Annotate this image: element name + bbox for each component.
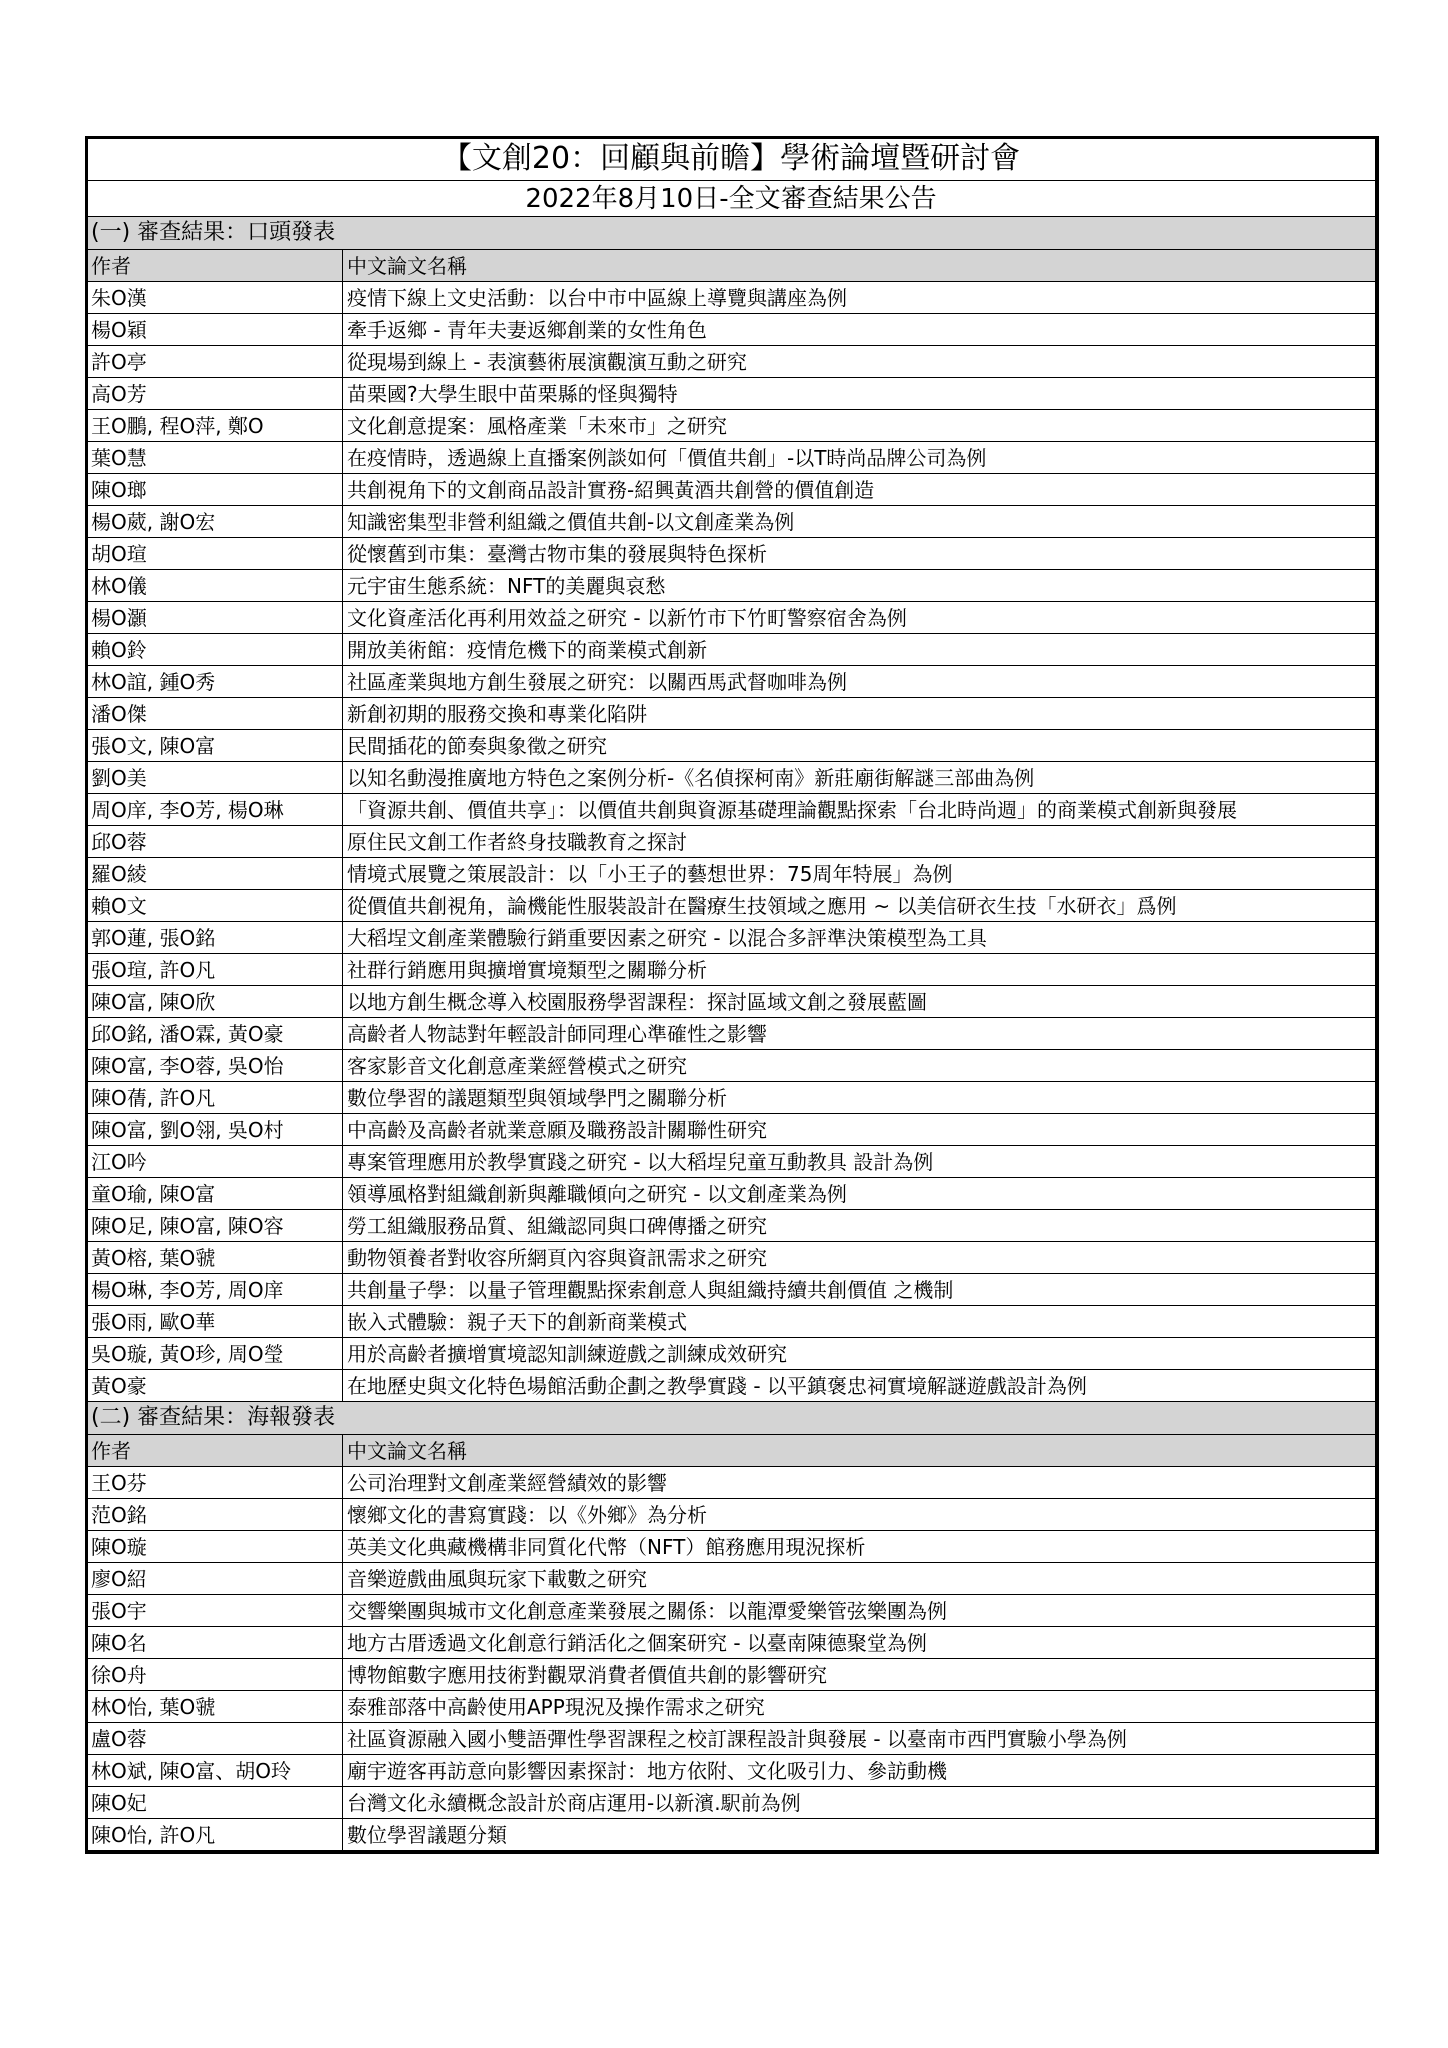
author-cell: 周O庠, 李O芳, 楊O琳 <box>87 794 343 826</box>
table-row <box>87 1659 1376 1691</box>
paper-title-cell: 交響樂團與城市文化創意產業發展之關係：以龍潭愛樂管弦樂團為例 <box>343 1595 1376 1627</box>
table-row <box>87 762 1376 794</box>
author-cell: 林O誼, 鍾O秀 <box>87 666 343 698</box>
table-row <box>87 922 1376 954</box>
paper-title-cell: 公司治理對文創產業經營績效的影響 <box>343 1467 1376 1499</box>
paper-title-cell: 懷鄉文化的書寫實踐：以《外鄉》為分析 <box>343 1499 1376 1531</box>
table-row <box>87 1627 1376 1659</box>
table-row <box>87 954 1376 986</box>
author-cell: 林O斌, 陳O富、胡O玲 <box>87 1755 343 1787</box>
author-cell: 陳O怡, 許O凡 <box>87 1819 343 1851</box>
author-cell: 張O宇 <box>87 1595 343 1627</box>
author-cell: 江O吟 <box>87 1146 343 1178</box>
author-cell: 賴O鈴 <box>87 634 343 666</box>
author-cell: 邱O銘, 潘O霖, 黃O豪 <box>87 1018 343 1050</box>
author-cell: 徐O舟 <box>87 1659 343 1691</box>
author-cell: 陳O璇 <box>87 1531 343 1563</box>
author-cell: 陳O富, 劉O翎, 吳O村 <box>87 1114 343 1146</box>
author-cell: 吳O璇, 黃O珍, 周O瑩 <box>87 1338 343 1370</box>
author-cell: 陳O富, 陳O欣 <box>87 986 343 1018</box>
paper-title-cell: 以知名動漫推廣地方特色之案例分析-《名偵探柯南》新莊廟街解謎三部曲為例 <box>343 762 1376 794</box>
paper-title-cell: 苗栗國?大學生眼中苗栗縣的怪與獨特 <box>343 378 1376 410</box>
author-cell: 范O銘 <box>87 1499 343 1531</box>
table-row <box>87 602 1376 634</box>
table-row <box>87 698 1376 730</box>
author-cell: 張O雨, 歐O華 <box>87 1306 343 1338</box>
paper-title-cell: 共創視角下的文創商品設計實務-紹興黃酒共創營的價值創造 <box>343 474 1376 506</box>
author-cell: 童O瑜, 陳O富 <box>87 1178 343 1210</box>
paper-title-cell: 社區產業與地方創生發展之研究：以關西馬武督咖啡為例 <box>343 666 1376 698</box>
table-row <box>87 1723 1376 1755</box>
table-row <box>87 1370 1376 1402</box>
author-cell: 朱O漢 <box>87 282 343 314</box>
paper-title-cell: 從價值共創視角，論機能性服裝設計在醫療生技領域之應用 ~ 以美信研衣生技「水研衣」爲例 <box>343 890 1376 922</box>
author-cell: 王O鵬, 程O萍, 鄭O <box>87 410 343 442</box>
table-row <box>87 410 1376 442</box>
author-cell: 陳O名 <box>87 1627 343 1659</box>
column-header-author: 作者 <box>87 250 343 282</box>
paper-title-cell: 新創初期的服務交換和專業化陷阱 <box>343 698 1376 730</box>
paper-title-cell: 英美文化典藏機構非同質化代幣（NFT）館務應用現況探析 <box>343 1531 1376 1563</box>
column-header-title: 中文論文名稱 <box>343 1435 1376 1467</box>
table-row <box>87 1306 1376 1338</box>
author-cell: 陳O瑯 <box>87 474 343 506</box>
table-row <box>87 474 1376 506</box>
author-cell: 邱O蓉 <box>87 826 343 858</box>
table-row <box>87 1531 1376 1563</box>
table-row <box>87 1178 1376 1210</box>
table-row <box>87 1050 1376 1082</box>
author-cell: 郭O蓮, 張O銘 <box>87 922 343 954</box>
paper-title-cell: 從懷舊到市集：臺灣古物市集的發展與特色探析 <box>343 538 1376 570</box>
paper-title-cell: 勞工組織服務品質、組織認同與口碑傳播之研究 <box>343 1210 1376 1242</box>
author-cell: 張O文, 陳O富 <box>87 730 343 762</box>
paper-title-cell: 嵌入式體驗：親子天下的創新商業模式 <box>343 1306 1376 1338</box>
table-row <box>87 1691 1376 1723</box>
table-row <box>87 666 1376 698</box>
table-row <box>87 506 1376 538</box>
table-row <box>87 1819 1376 1851</box>
paper-title-cell: 民間插花的節奏與象徵之研究 <box>343 730 1376 762</box>
author-cell: 劉O美 <box>87 762 343 794</box>
table-row <box>87 1755 1376 1787</box>
table-row <box>87 442 1376 474</box>
table-row <box>87 1595 1376 1627</box>
paper-title-cell: 情境式展覽之策展設計：以「小王子的藝想世界：75周年特展」為例 <box>343 858 1376 890</box>
author-cell: 羅O綾 <box>87 858 343 890</box>
table-row <box>87 1338 1376 1370</box>
author-cell: 陳O足, 陳O富, 陳O容 <box>87 1210 343 1242</box>
paper-title-cell: 原住民文創工作者終身技職教育之探討 <box>343 826 1376 858</box>
page-subtitle: 2022年8月10日-全文審查結果公告 <box>87 181 1376 217</box>
column-header-title: 中文論文名稱 <box>343 250 1376 282</box>
paper-title-cell: 廟宇遊客再訪意向影響因素探討：地方依附、文化吸引力、參訪動機 <box>343 1755 1376 1787</box>
table-row <box>87 1018 1376 1050</box>
paper-title-cell: 元宇宙生態系統：NFT的美麗與哀愁 <box>343 570 1376 602</box>
author-cell: 楊O葳, 謝O宏 <box>87 506 343 538</box>
table-row <box>87 858 1376 890</box>
paper-title-cell: 文化創意提案：風格產業「未來市」之研究 <box>343 410 1376 442</box>
table-row <box>87 634 1376 666</box>
author-cell: 張O瑄, 許O凡 <box>87 954 343 986</box>
author-cell: 葉O慧 <box>87 442 343 474</box>
table-row <box>87 1146 1376 1178</box>
paper-title-cell: 音樂遊戲曲風與玩家下載數之研究 <box>343 1563 1376 1595</box>
column-header-row <box>87 1435 1376 1467</box>
section-heading-row <box>87 1402 1376 1435</box>
paper-title-cell: 數位學習議題分類 <box>343 1819 1376 1851</box>
author-cell: 楊O穎 <box>87 314 343 346</box>
paper-title-cell: 知識密集型非營利組織之價值共創-以文創產業為例 <box>343 506 1376 538</box>
paper-title-cell: 社群行銷應用與擴增實境類型之關聯分析 <box>343 954 1376 986</box>
paper-title-cell: 高齡者人物誌對年輕設計師同理心準確性之影響 <box>343 1018 1376 1050</box>
section-heading: (二) 審查結果：海報發表 <box>87 1402 1376 1435</box>
author-cell: 王O芬 <box>87 1467 343 1499</box>
author-cell: 高O芳 <box>87 378 343 410</box>
table-row <box>87 730 1376 762</box>
table-row <box>87 282 1376 314</box>
table-row <box>87 314 1376 346</box>
page-title: 【文創20：回顧與前瞻】學術論壇暨研討會 <box>87 138 1376 181</box>
paper-title-cell: 地方古厝透過文化創意行銷活化之個案研究 - 以臺南陳德聚堂為例 <box>343 1627 1376 1659</box>
table-row <box>87 346 1376 378</box>
author-cell: 陳O富, 李O蓉, 吳O怡 <box>87 1050 343 1082</box>
paper-title-cell: 客家影音文化創意產業經營模式之研究 <box>343 1050 1376 1082</box>
table-row <box>87 1114 1376 1146</box>
paper-title-cell: 疫情下線上文史活動：以台中市中區線上導覽與講座為例 <box>343 282 1376 314</box>
table-row <box>87 1210 1376 1242</box>
author-cell: 黃O榕, 葉O虢 <box>87 1242 343 1274</box>
paper-title-cell: 共創量子學：以量子管理觀點探索創意人與組織持續共創價值 之機制 <box>343 1274 1376 1306</box>
table-row <box>87 1082 1376 1114</box>
author-cell: 黃O豪 <box>87 1370 343 1402</box>
table-row <box>87 1563 1376 1595</box>
table-row <box>87 826 1376 858</box>
paper-title-cell: 以地方創生概念導入校園服務學習課程：探討區域文創之發展藍圖 <box>343 986 1376 1018</box>
subtitle-row <box>87 181 1376 217</box>
table-row <box>87 794 1376 826</box>
paper-title-cell: 博物館數字應用技術對觀眾消費者價值共創的影響研究 <box>343 1659 1376 1691</box>
author-cell: 陳O妃 <box>87 1787 343 1819</box>
review-results-table <box>86 137 1376 1851</box>
paper-title-cell: 泰雅部落中高齡使用APP現況及操作需求之研究 <box>343 1691 1376 1723</box>
author-cell: 賴O文 <box>87 890 343 922</box>
paper-title-cell: 領導風格對組織創新與離職傾向之研究 - 以文創產業為例 <box>343 1178 1376 1210</box>
author-cell: 廖O紹 <box>87 1563 343 1595</box>
column-header-author: 作者 <box>87 1435 343 1467</box>
author-cell: 林O怡, 葉O虢 <box>87 1691 343 1723</box>
table-row <box>87 538 1376 570</box>
author-cell: 陳O蒨, 許O凡 <box>87 1082 343 1114</box>
table-row <box>87 1242 1376 1274</box>
author-cell: 楊O灝 <box>87 602 343 634</box>
paper-title-cell: 中高齡及高齡者就業意願及職務設計關聯性研究 <box>343 1114 1376 1146</box>
paper-title-cell: 社區資源融入國小雙語彈性學習課程之校訂課程設計與發展 - 以臺南市西門實驗小學為例 <box>343 1723 1376 1755</box>
paper-title-cell: 牽手返鄉 - 青年夫妻返鄉創業的女性角色 <box>343 314 1376 346</box>
paper-title-cell: 專案管理應用於教學實踐之研究 - 以大稻埕兒童互動教具 設計為例 <box>343 1146 1376 1178</box>
table-row <box>87 1274 1376 1306</box>
section-heading-row <box>87 217 1376 250</box>
title-row <box>87 138 1376 181</box>
table-row <box>87 1787 1376 1819</box>
paper-title-cell: 用於高齡者擴增實境認知訓練遊戲之訓練成效研究 <box>343 1338 1376 1370</box>
table-row <box>87 570 1376 602</box>
author-cell: 許O亭 <box>87 346 343 378</box>
column-header-row <box>87 250 1376 282</box>
paper-title-cell: 開放美術館：疫情危機下的商業模式創新 <box>343 634 1376 666</box>
paper-title-cell: 大稻埕文創產業體驗行銷重要因素之研究 - 以混合多評準決策模型為工具 <box>343 922 1376 954</box>
section-heading: (一) 審查結果：口頭發表 <box>87 217 1376 250</box>
table-row <box>87 1467 1376 1499</box>
paper-title-cell: 從現場到線上 - 表演藝術展演觀演互動之研究 <box>343 346 1376 378</box>
paper-title-cell: 數位學習的議題類型與領域學門之關聯分析 <box>343 1082 1376 1114</box>
paper-title-cell: 在地歷史與文化特色場館活動企劃之教學實踐 - 以平鎮褒忠祠實境解謎遊戲設計為例 <box>343 1370 1376 1402</box>
table-row <box>87 890 1376 922</box>
author-cell: 楊O琳, 李O芳, 周O庠 <box>87 1274 343 1306</box>
paper-title-cell: 台灣文化永續概念設計於商店運用-以新濱.駅前為例 <box>343 1787 1376 1819</box>
author-cell: 潘O傑 <box>87 698 343 730</box>
paper-title-cell: 在疫情時，透過線上直播案例談如何「價值共創」-以T時尚品牌公司為例 <box>343 442 1376 474</box>
paper-title-cell: 文化資產活化再利用效益之研究 - 以新竹市下竹町警察宿舍為例 <box>343 602 1376 634</box>
table-row <box>87 986 1376 1018</box>
paper-title-cell: 動物領養者對收容所網頁內容與資訊需求之研究 <box>343 1242 1376 1274</box>
author-cell: 盧O蓉 <box>87 1723 343 1755</box>
author-cell: 林O儀 <box>87 570 343 602</box>
paper-title-cell: 「資源共創、價值共享」：以價值共創與資源基礎理論觀點探索「台北時尚週」的商業模式創新與發展 <box>343 794 1376 826</box>
table-row <box>87 378 1376 410</box>
table-row <box>87 1499 1376 1531</box>
author-cell: 胡O瑄 <box>87 538 343 570</box>
